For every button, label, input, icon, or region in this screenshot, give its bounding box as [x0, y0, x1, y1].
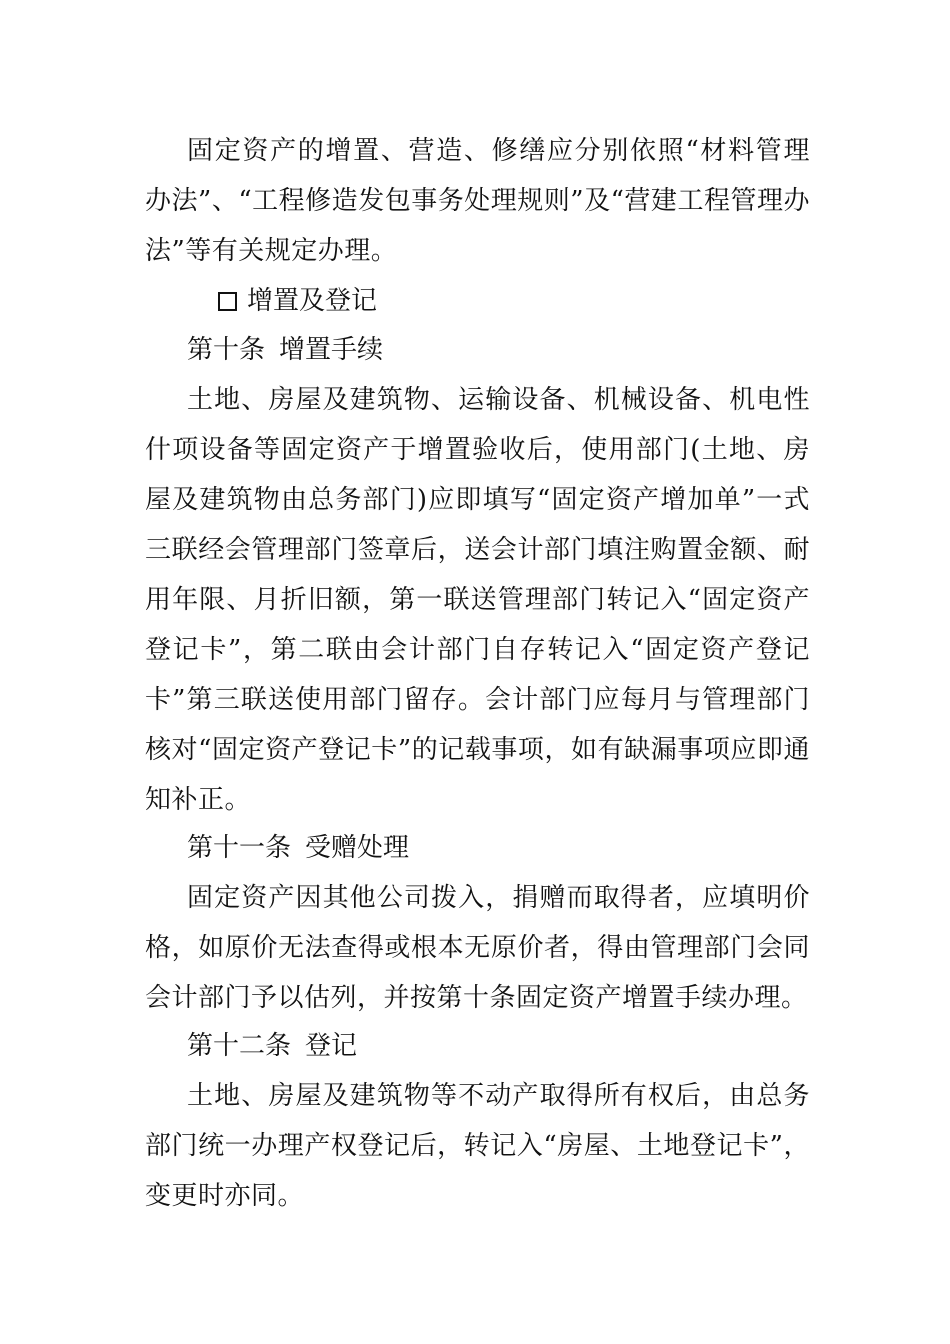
article-10-number: 第十条: [187, 335, 266, 365]
section-title: 增置及登记: [247, 286, 378, 316]
article-11-body: 固定资产因其他公司拨入，捐赠而取得者，应填明价格，如原价无法查得或根本无原价者，得由管理部门会同会计部门予以估列，并按第十条固定资产增置手续办理。: [145, 883, 810, 1013]
article-11-heading: [187, 823, 409, 873]
article-12-title: 登记: [305, 1031, 358, 1061]
checkbox-icon: [218, 292, 237, 311]
article-12-body: 土地、房屋及建筑物等不动产取得所有权后，由总务部门统一办理产权登记后，转记入“房屋、土地登记卡”，变更时亦同。: [145, 1081, 810, 1211]
article-11-number: 第十一条: [187, 833, 292, 863]
intro-paragraph: 固定资产的增置、营造、修缮应分别依照“材料管理办法”、“工程修造发包事务处理规则”及“营建工程管理办法”等有关规定办理。: [145, 136, 810, 266]
section-heading: [218, 276, 377, 326]
article-12-heading: [187, 1021, 357, 1071]
article-10-heading: [187, 325, 383, 375]
article-11-title: 受赠处理: [305, 833, 410, 863]
article-10-title: 增置手续: [279, 335, 384, 365]
article-10-body: 土地、房屋及建筑物、运输设备、机械设备、机电性什项设备等固定资产于增置验收后，使用部门(土地、房屋及建筑物由总务部门)应即填写“固定资产增加单”一式三联经会管理部门签章后，送会计部门填注购置金额、耐用年限、月折旧额，第一联送管理部门转记入“固定资产登记卡”，第二联由会计部门自存转记入“固定资产登记卡”第三联送使用部门留存。会计部门应每月与管理部门核对“固定资产登记卡”的记载事项，如有缺漏事项应即通知补正。: [145, 385, 810, 815]
article-12-number: 第十二条: [187, 1031, 292, 1061]
